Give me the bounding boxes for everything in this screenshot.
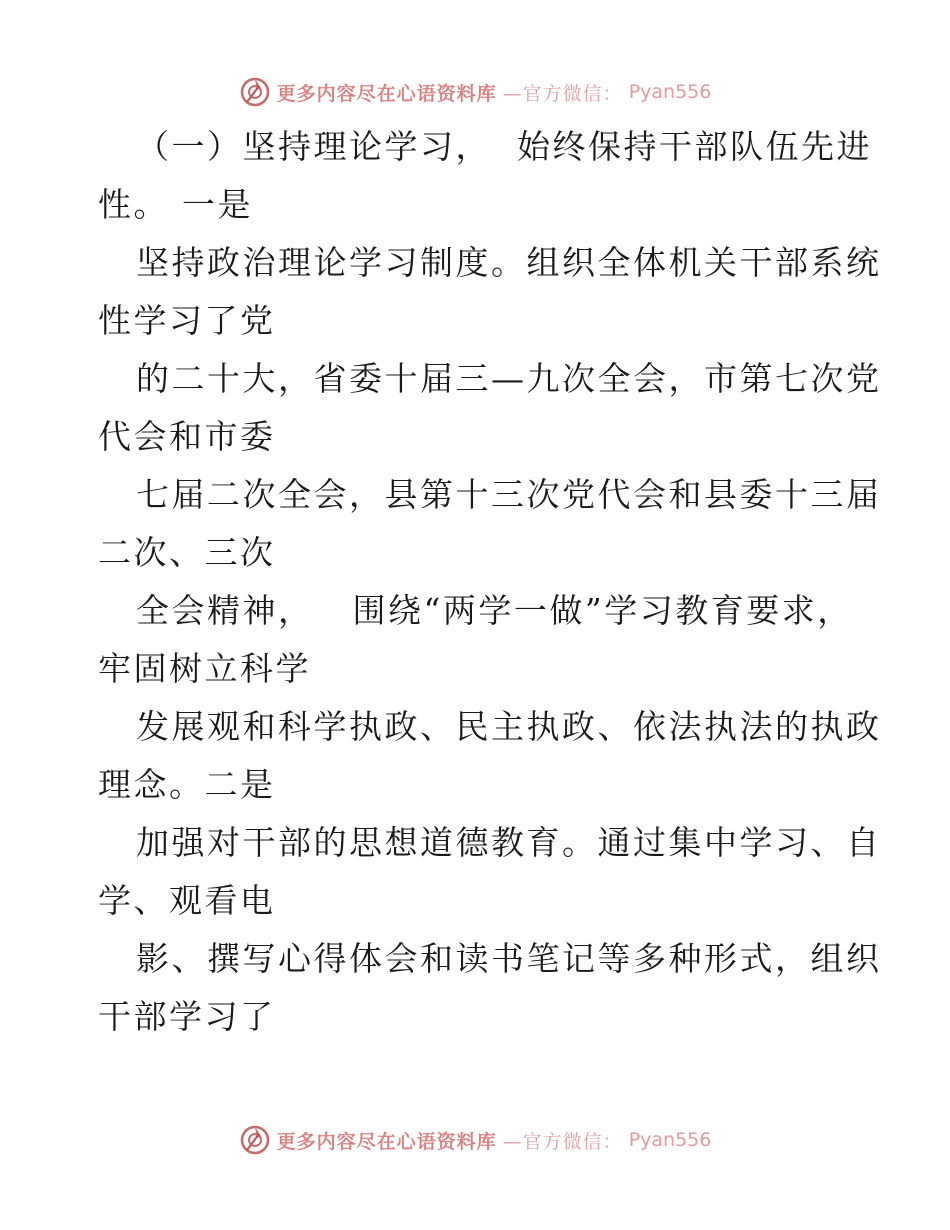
text-line: 代会和市委 <box>98 417 276 456</box>
text-line: 学、观看电 <box>98 881 276 920</box>
text-line: 坚持政治理论学习制度。组织全体机关干部系统 <box>136 243 882 282</box>
watermark-separator: —官方微信： <box>502 1130 623 1153</box>
text-line: 牢固树立科学 <box>98 649 311 688</box>
document-body <box>98 118 882 1046</box>
text-line: 加强对干部的思想道德教育。通过集中学习、自 <box>136 823 882 862</box>
text-line: 发展观和科学执政、民主执政、依法执法的执政 <box>136 707 882 746</box>
text-line: 影、撰写心得体会和读书笔记等多种形式，组织 <box>136 939 882 978</box>
header-watermark <box>0 72 950 112</box>
footer-watermark <box>0 1120 950 1160</box>
text-line: （一）坚持理论学习， 始终保持干部队伍先进 <box>136 127 872 166</box>
text-line: 理念。二是 <box>98 765 276 804</box>
text-line: 性。 一是 <box>98 185 253 224</box>
text-line: 性学习了党 <box>98 301 276 340</box>
text-line: 七届二次全会，县第十三次党代会和县委十三届 <box>136 475 882 514</box>
watermark-account: Pyan556 <box>628 81 712 103</box>
watermark-site-text: 更多内容尽在心语资料库 <box>276 82 497 105</box>
logo-icon <box>239 76 271 108</box>
text-line: 全会精神， 围绕“两学一做”学习教育要求， <box>136 591 853 630</box>
watermark-separator: —官方微信： <box>502 82 623 105</box>
text-line: 二次、三次 <box>98 533 276 572</box>
text-line: 的二十大，省委十届三—九次全会，市第七次党 <box>136 359 882 398</box>
logo-icon <box>239 1124 271 1156</box>
watermark-account: Pyan556 <box>628 1129 712 1151</box>
text-line: 干部学习了 <box>98 997 276 1036</box>
watermark-site-text: 更多内容尽在心语资料库 <box>276 1130 497 1153</box>
